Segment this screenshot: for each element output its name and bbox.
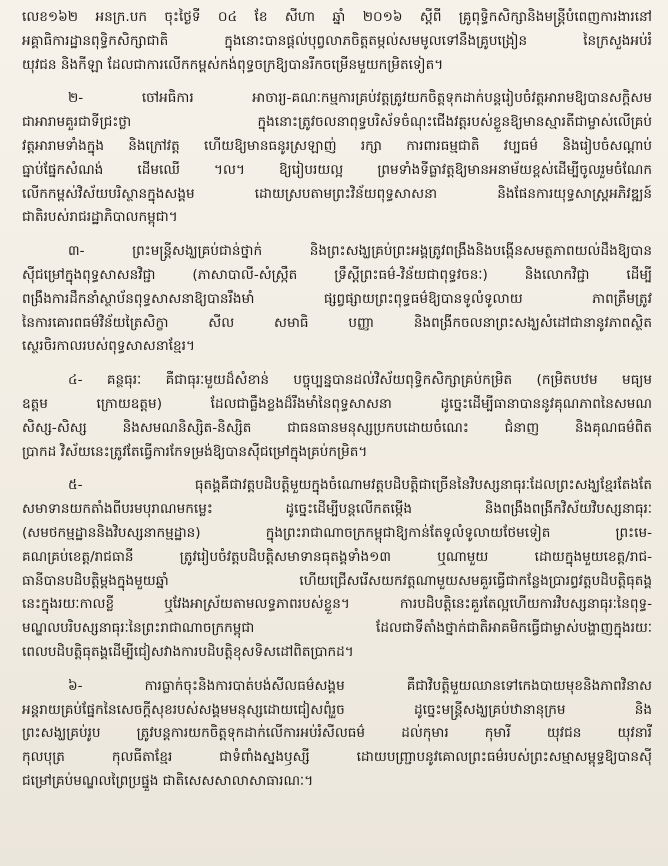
text-line: ពេលបដិបត្តិធុតង្គដើម្បីជៀសវាងការបដិបត្តិខុសទិសដៅពិតប្រាកដ។ [22, 643, 354, 660]
text-line: ពង្រឹងការដឹកនាំស្ថាប័នពុទ្ធសាសនាឱ្យបានរឹងមាំ ផ្សព្វផ្សាយព្រះពុទ្ធធម៌ឱ្យបានទូលំទូលាយ ភាពត្រឹមត្រូវ [22, 290, 652, 307]
paragraph-item-3 [22, 240, 652, 359]
text-line: ឧត្តម ក្រោយឧត្តម) ដែលជាធ្លឹងខ្លងដ៏រឹងមាំនៃពុទ្ធសាសនា ដូច្នេះដើម្បីធានាបាននូវគុណភាពនៃសមណ [22, 395, 652, 412]
text-line: នៃការគោរពធម៌វិន័យត្រៃសិក្ខា សីល សមាធិ បញ្ញា និងពង្រីកចលនាព្រះសង្ឃសំដៅជានានូវភាពស្ថិត [22, 314, 652, 331]
text-line: ជាតិរបស់រាជរដ្ឋាភិបាលកម្ពុជា។ [22, 209, 178, 226]
text-line: លេខ១៦២ អនក្រ.បក ចុះថ្ងៃទី ០៤ ខែ សីហា ឆ្នាំ ២០១៦ ស្តីពី គ្រូពុទ្ធិកសិក្សានិងមន្ត្រីបំពេញការងារនៅ [22, 9, 652, 25]
text-line: នេះក្នុងរយៈកាលខ្លី ឬវែងអាស្រ័យតាមលទ្ធភាពរបស់ខ្លួន។ ការបដិបត្តិនេះគួរតែល្អហើយការវិបស្សនាធុរៈនៃពុទ្ធ- [22, 596, 652, 613]
text-line: ជាអារាមគួរជាទីជ្រះថ្លា ក្នុងនោះត្រូវចលនាពុទ្ធបរិស័ទចំណុះជើងវត្តរបស់ខ្លួនឱ្យមានស្មារតីជាម្ចាស់លើគ្រប់ [22, 114, 652, 131]
text-line: ៦- ការធ្លាក់ចុះនិងការបាត់បង់សីលធម៌សង្គម គឺជាវិបត្តិមួយឈានទៅកេងបាយមុខនិងភាពវិនាស [68, 677, 652, 694]
text-line: ប្រាកដ វិស័យនេះត្រូវតែធ្វើការកែទម្រង់ឱ្យបានស៊ីជម្រៅក្នុងគ្រប់កម្រិត។ [22, 443, 368, 460]
paragraph-intro-continued [22, 6, 652, 77]
text-line: អន្តរាយគ្រប់ផ្នែកនៃសេចក្តីសុខរបស់សង្គមមនុស្សដោយជៀសពុំរួច ដូច្នេះមន្ត្រីសង្ឃគ្រប់ឋានានុក្រម និង [22, 701, 652, 718]
paragraph-item-5 [22, 474, 652, 664]
text-line: ធានីបានបដិបត្តិម្តងក្នុងមួយឆ្នាំ ហើយជ្រើសរើសយកវត្តណាមួយសមគួរធ្វើជាកន្លែងប្រារព្ធវត្តបដិបត្តិធុតង្គ [22, 572, 652, 589]
text-line: យុវជន និងកីឡា ដែលជាការលើកកម្ពស់កង់ពុទ្ធចក្រឱ្យបានរីកចម្រើនមួយកម្រិតទៀត។ [22, 56, 444, 73]
text-line: សិស្ស-សិស្ស និងសមណនិស្សិត-និស្សិត ជាធនធានមនុស្សប្រកបដោយចំណេះ ជំនាញ និងគុណធម៌ពិត [22, 419, 652, 436]
text-line: ៥- ធុតង្គគឺជាវត្តបដិបត្តិមួយក្នុងចំណោមវត្តបដិបត្តិជាច្រើននៃវិបស្សនាធុរៈដែលព្រះសង្ឃខ្មែរតែងតែ [68, 477, 652, 494]
paragraph-item-6 [22, 675, 652, 794]
text-line: ២- ចៅអធិការ អាចារ្យ-គណៈកម្មការគ្រប់វត្តត្រូវយកចិត្តទុកដាក់បន្តរៀបចំវត្តអារាមឱ្យបានសក្តិសម [68, 90, 652, 107]
paragraph-item-2 [22, 87, 652, 230]
text-line: អគ្គាធិការដ្ឋានពុទ្ធិកសិក្សាជាតិ ក្នុងនោះបានផ្តល់បុព្វលាភចិត្តតម្កល់សមមូលទៅនឹងគ្រូបង្រៀន នៃក្រសួងអប់រំ [22, 32, 652, 49]
paragraph-item-4 [22, 369, 652, 464]
text-line: លើកកម្ពស់វិស័យបរិស្ថានក្នុងសង្គម ដោយស្របតាមព្រះវិន័យពុទ្ធសាសនា និងផែនការយុទ្ធសាស្ត្រអភិវឌ្ឍន៍ [22, 185, 652, 202]
text-line: ស៊ីជម្រៅក្នុងពុទ្ធសាសនវិជ្ជា (ភាសាបាលី-សំស្ក្រឹត ទ្រឹស្តីព្រះធម៌-វិន័យជាពុទ្ធវចនៈ) និងលោកវិជ្ជា ដើម្បី [22, 266, 652, 283]
text-line: សមាទានយកតាំងពីបរមបុរាណមកម្លេះ ដូច្នេះដើម្បីបន្តលើកតម្កើង និងពង្រឹងពង្រីកវិស័យវិបស្សនាធុរៈ [22, 501, 652, 518]
text-line: ស្ថេរចិរកាលរបស់ពុទ្ធសាសនាខ្មែរ។ [22, 338, 195, 355]
text-line: ៤- គន្ថធុរៈ គឺជាធុរៈមួយដ៏សំខាន់ បច្ចុប្បន្នបានដល់វិស័យពុទ្ធិកសិក្សាគ្រប់កម្រិត (កម្រិតបឋម មធ្យម [68, 372, 652, 389]
text-line: ៣- ព្រះមន្ត្រីសង្ឃគ្រប់ជាន់ថ្នាក់ និងព្រះសង្ឃគ្រប់ព្រះអង្គត្រូវពង្រឹងនិងបង្កើនសមត្ថភាពយល់ដឹងឱ្យបាន [68, 243, 652, 260]
text-line: កុលបុត្រ កុលធីតាខ្មែរ ជាទំពាំងស្នងឫស្សី ដោយបញ្ជ្រាបនូវគោលព្រះធម៌របស់ព្រះសម្មាសម្ពុទ្ធឱ្យបានស៊ី [22, 749, 652, 766]
text-line: មណ្ឌលបរិបស្សនាធុរៈនៃព្រះរាជាណាចក្រកម្ពុជា ដែលជាទីតាំងថ្នាក់ជាតិអាគមិកធ្វើជាម្ចាស់បង្ហាញក្នុងរយៈ [22, 620, 652, 637]
text-line: វត្តអារាមទាំងក្នុង និងក្រៅវត្ត ហើយឱ្យមានធនូរស្រឡាញ់ រក្សា ការពារធម្មជាតិ វប្បធម៌ និងរៀបចំសណ្តាប់ [22, 137, 652, 154]
text-line: ព្រះសង្ឃគ្រប់រូប ត្រូវបន្តការយកចិត្តទុកដាក់លើការអប់រំសីលធម៌ ដល់កុមារ កុមារី យុវជន យុវនារី [22, 725, 652, 742]
text-line: ជម្រៅគ្រប់មណ្ឌលព្រៃប្រផ្នួង ជាតិសេសសាលាសាធារណៈ។ [22, 772, 314, 789]
text-line: ធ្នាប់ផ្នែកសំណង់ ដើមឈើ ។ល។ ឱ្យរៀបរយល្អ ព្រមទាំងទីធ្លាវត្តឱ្យមានអនាម័យខ្ពស់ដើម្បីចូលរួមចំណែក [22, 161, 652, 178]
text-line: (សមថកម្មដ្ឋាននិងវិបស្សនាកម្មដ្ឋាន) ក្នុងព្រះរាជាណាចក្រកម្ពុជាឱ្យកាន់តែទូលំទូលាយថែមទៀត ព្រះមេ- [22, 524, 652, 541]
text-line: គណគ្រប់ខេត្ត/រាជធានី ត្រូវរៀបចំវត្តបដិបត្តិសមាទានធុតង្គទាំង១៣ ឬណាមួយ ដោយក្នុងមួយខេត្ត/រាជ- [22, 548, 652, 565]
